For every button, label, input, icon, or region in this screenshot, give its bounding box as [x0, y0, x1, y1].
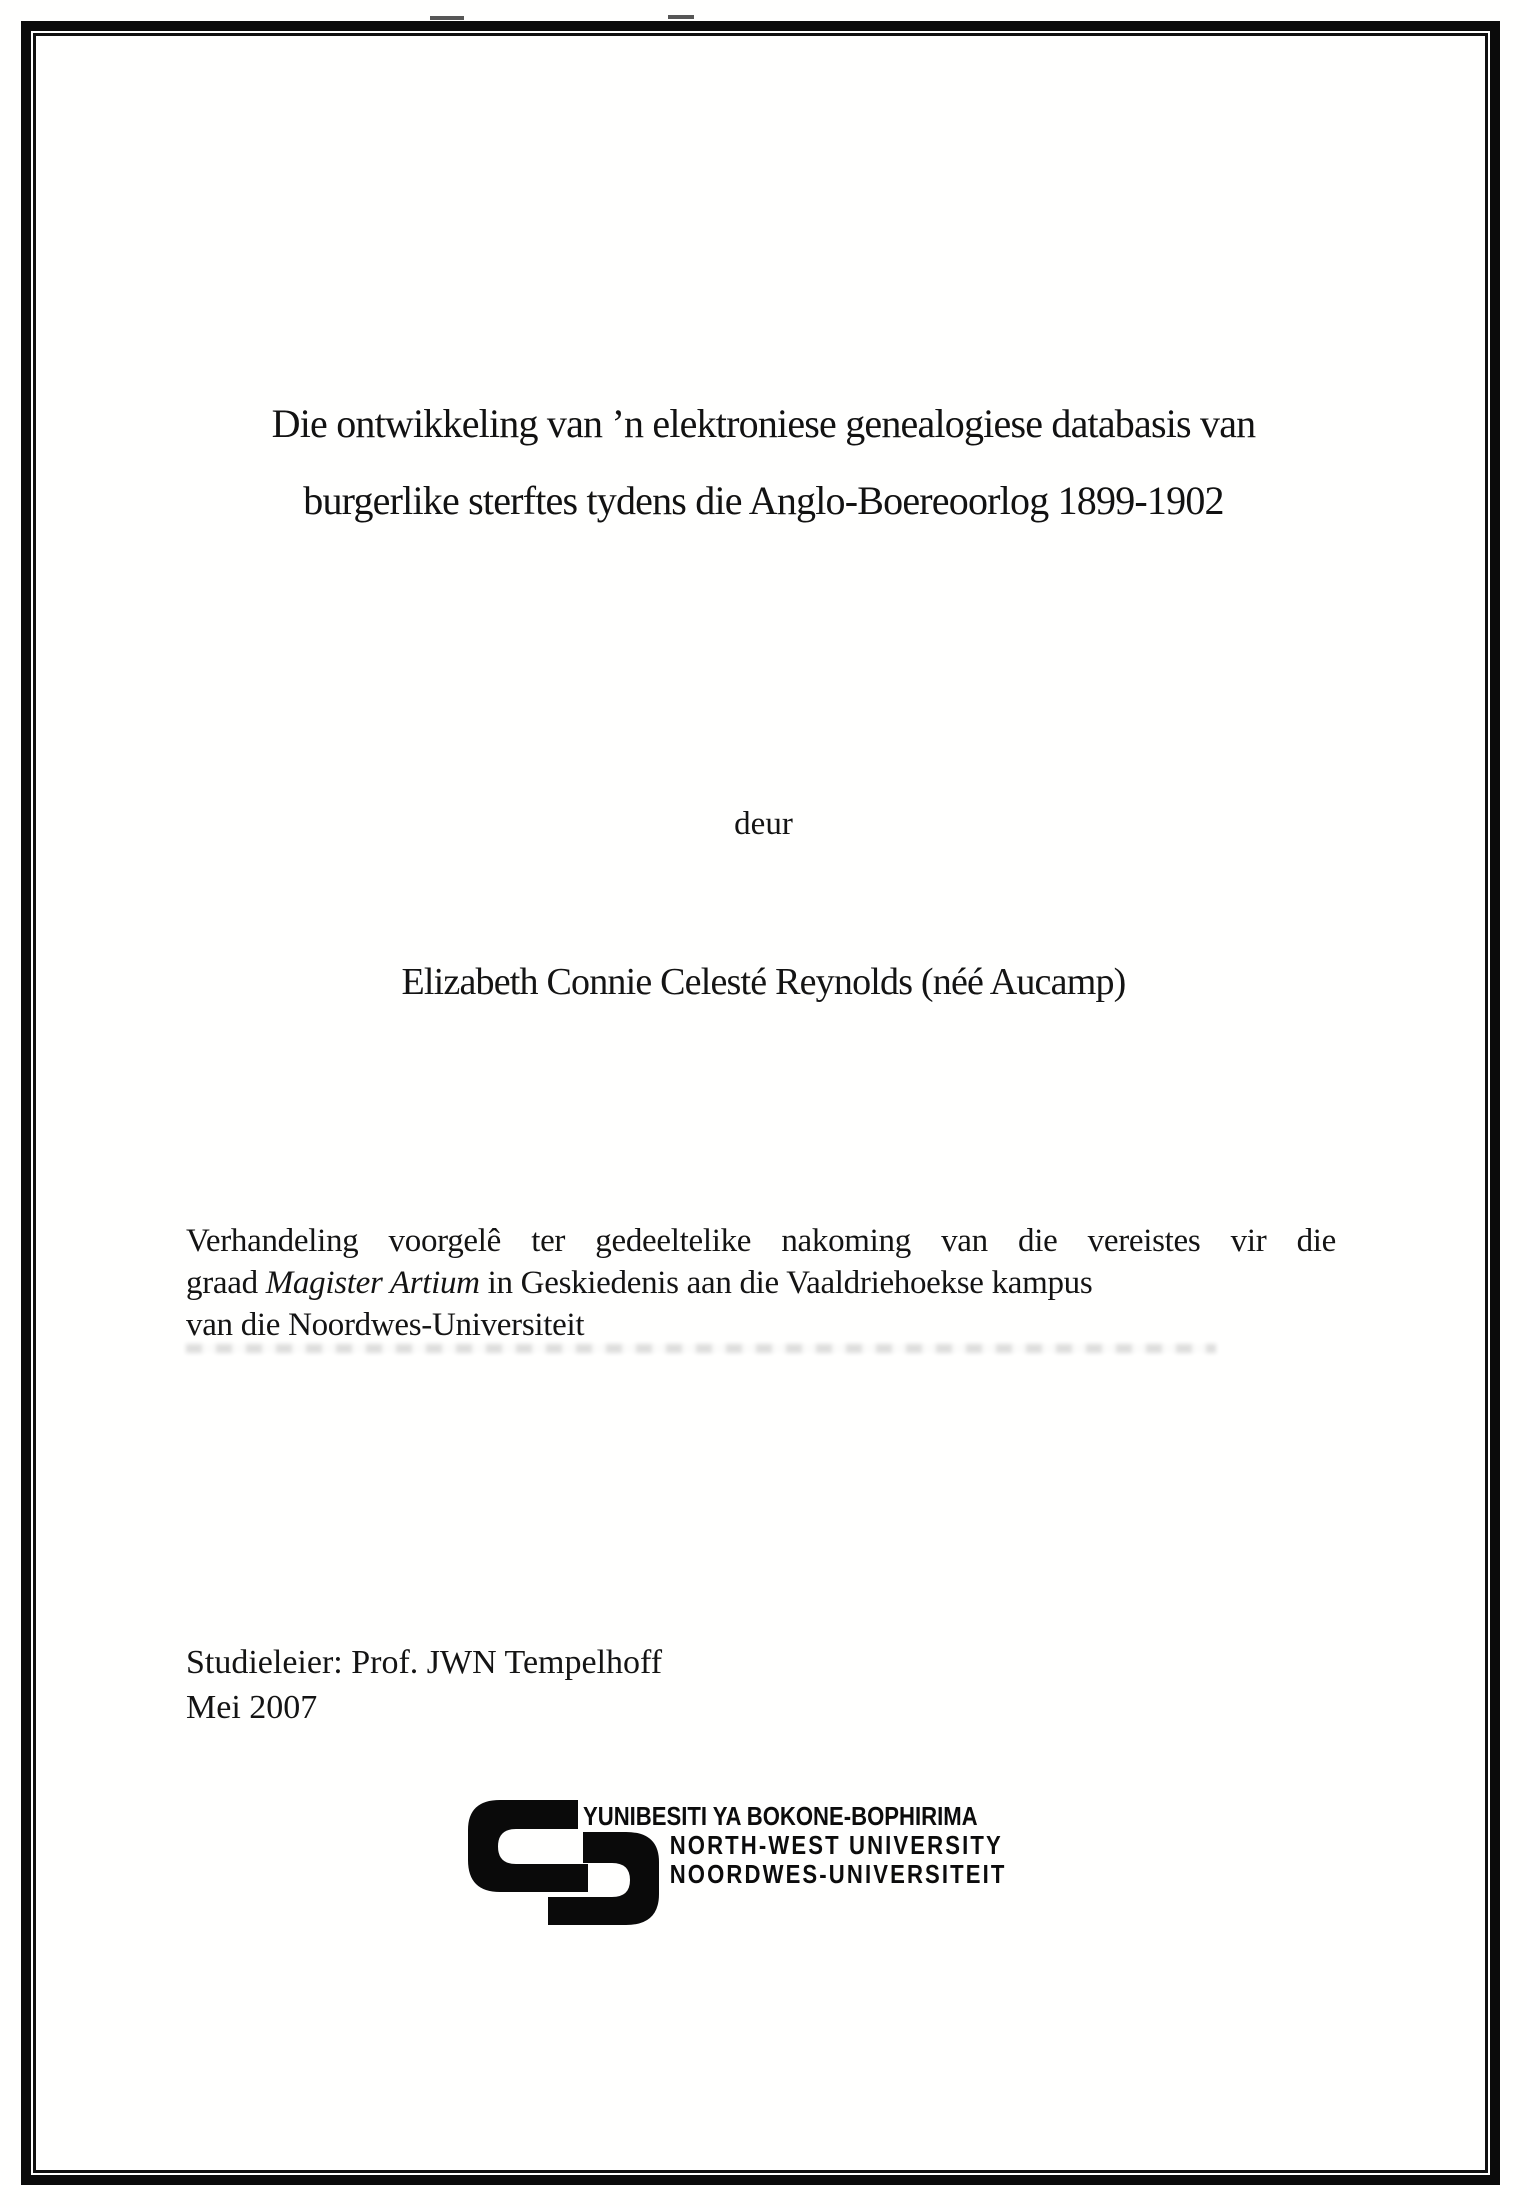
- degree-statement: [186, 1220, 1336, 1346]
- statement-line-2: [186, 1262, 1336, 1304]
- thesis-title-line-2: burgerlike sterftes tydens die Anglo-Boereoorlog 1899-1902: [303, 478, 1224, 523]
- author-name: Elizabeth Connie Celesté Reynolds (néé Aucamp): [401, 961, 1126, 1003]
- logo-line-english: NORTH-WEST UNIVERSITY: [669, 1830, 1003, 1860]
- scan-speck: [668, 15, 694, 19]
- logo-line-setswana: YUNIBESITI YA BOKONE-BOPHIRIMA: [583, 1801, 978, 1831]
- supervisor-block: [186, 1640, 662, 1730]
- university-logo-text: [583, 1802, 1007, 1889]
- statement-line-2-pre: graad: [186, 1265, 266, 1301]
- scan-ghosting-artifact: [186, 1344, 1216, 1353]
- degree-name-italic: Magister Artium: [265, 1265, 480, 1301]
- scan-speck: [430, 16, 464, 20]
- statement-line-1: Verhandeling voorgelê ter gedeeltelike nakoming van die vereistes vir die: [186, 1223, 1336, 1259]
- statement-line-2-post: in Geskiedenis aan die Vaaldriehoekse kampus: [479, 1265, 1093, 1301]
- chain-link-left: [468, 1800, 588, 1892]
- statement-line-3: van die Noordwes-Universiteit: [186, 1307, 585, 1343]
- logo-line-afrikaans: NOORDWES-UNIVERSITEIT: [669, 1859, 1007, 1889]
- university-logo: [462, 1798, 1082, 1928]
- supervisor-line: Studieleier: Prof. JWN Tempelhoff: [186, 1644, 663, 1681]
- date-line: Mei 2007: [186, 1689, 318, 1726]
- thesis-title: [0, 385, 1527, 539]
- thesis-title-line-1: Die ontwikkeling van ’n elektroniese genealogiese databasis van: [271, 401, 1256, 446]
- byline-label: deur: [734, 806, 793, 842]
